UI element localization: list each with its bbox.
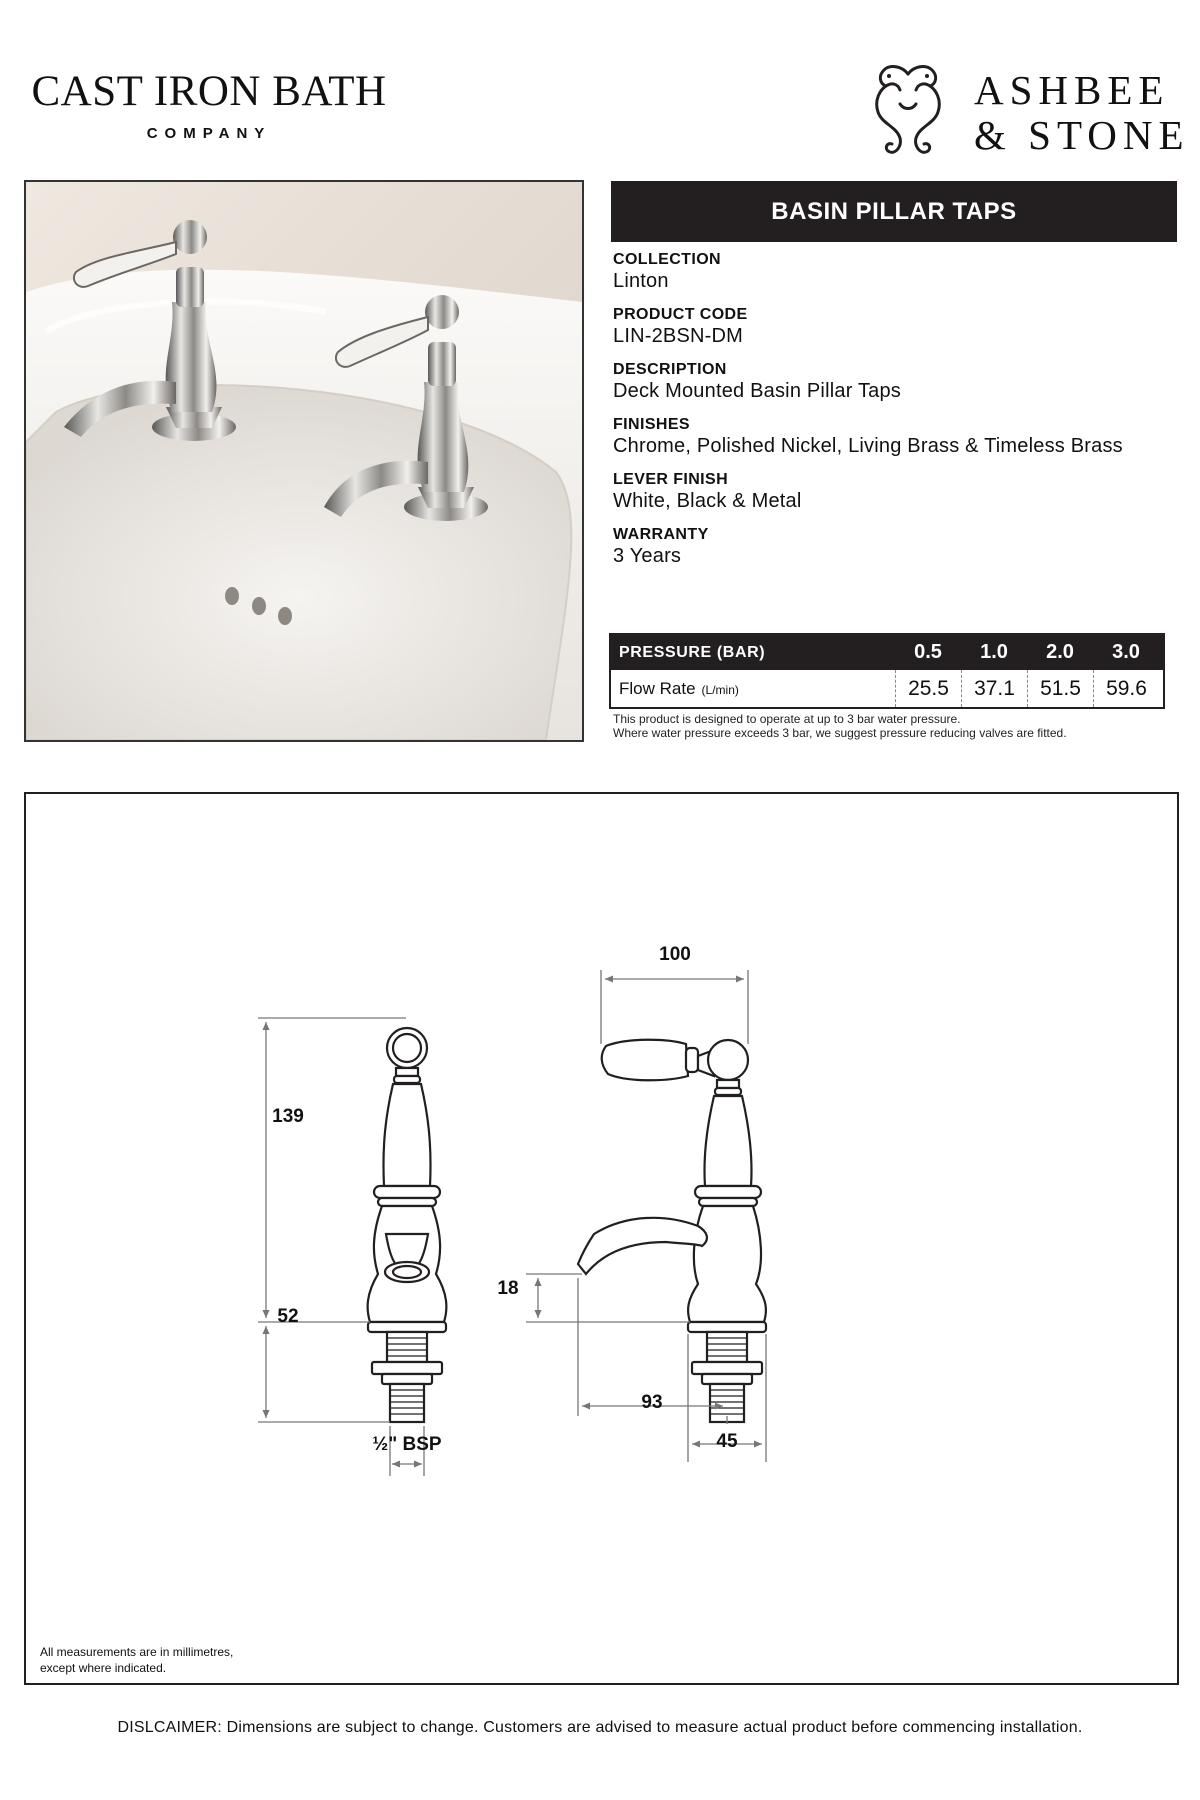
spec-value: Deck Mounted Basin Pillar Taps: [613, 380, 901, 402]
dimension-spout-height-label: 18: [497, 1278, 519, 1299]
product-photo: [24, 180, 584, 742]
brand-logo-cast-iron-bath: [24, 70, 394, 142]
table-header-label: PRESSURE (BAR): [619, 643, 766, 661]
spec-label: PRODUCT CODE: [613, 306, 748, 323]
row-unit: (L/min): [701, 682, 739, 697]
table-header-cell: 0.5: [914, 641, 942, 663]
pressure-note-line2: Where water pressure exceeds 3 bar, we suggest pressure reducing valves are fitted.: [613, 726, 1067, 740]
spec-value: Chrome, Polished Nickel, Living Brass & Timeless Brass: [613, 435, 1123, 457]
spec-value: LIN-2BSN-DM: [613, 325, 743, 347]
spec-label: FINISHES: [613, 416, 690, 433]
spec-label: COLLECTION: [613, 251, 721, 268]
spec-product-code: [613, 305, 1179, 348]
measurement-note-line2: except where indicated.: [40, 1661, 167, 1675]
table-header-row: [611, 635, 1163, 670]
spec-value: White, Black & Metal: [613, 490, 802, 512]
front-view-tap: [368, 1028, 447, 1422]
technical-drawing: [26, 794, 1177, 1683]
brand-name: CAST IRON BATH: [31, 68, 387, 115]
spec-finishes: [613, 415, 1179, 458]
technical-drawing-panel: [24, 792, 1179, 1685]
pressure-note-line1: This product is designed to operate at up to 3 bar water pressure.: [613, 712, 961, 726]
spec-collection: [613, 250, 1179, 293]
table-row: [611, 670, 1163, 707]
table-header-cell: 1.0: [980, 641, 1008, 663]
brand-name-line1: ASHBEE: [974, 67, 1170, 113]
spec-label: WARRANTY: [613, 526, 709, 543]
measurement-note: [40, 1644, 300, 1676]
dimension-reach-label: 93: [641, 1392, 663, 1413]
spec-value: Linton: [613, 270, 669, 292]
flow-rate-label: [611, 679, 895, 699]
dimension-height-label: 139: [272, 1106, 304, 1127]
spec-warranty: [613, 525, 1179, 568]
product-photo-illustration: [26, 182, 582, 740]
disclaimer-text: DISLCAIMER: Dimensions are subject to change. Customers are advised to measure actual product before commencing installation.: [117, 1719, 1083, 1736]
pressure-note: [613, 712, 1067, 740]
table-cell: 25.5: [895, 670, 961, 707]
brand-name-ashbee-stone: [974, 68, 1190, 158]
brand-logo-ashbee-stone: [862, 60, 1190, 160]
spec-description: [613, 360, 1179, 403]
spec-lever-finish: [613, 470, 1179, 513]
dimension-shank-label: 52: [277, 1306, 299, 1327]
spec-label: DESCRIPTION: [613, 361, 727, 378]
seahorse-emblem-icon: [862, 60, 954, 160]
dimension-width-label: 100: [659, 944, 691, 965]
row-label: Flow Rate: [619, 678, 696, 698]
dimension-base-label: 45: [716, 1431, 738, 1452]
spec-value: 3 Years: [613, 545, 682, 567]
spec-list: [613, 250, 1179, 580]
measurement-note-line1: All measurements are in millimetres,: [40, 1645, 234, 1659]
side-view-tap: [578, 1040, 766, 1422]
spec-label: LEVER FINISH: [613, 471, 729, 488]
table-cell: 59.6: [1093, 670, 1159, 707]
table-header-cell: 2.0: [1046, 641, 1074, 663]
table-header-cell: 3.0: [1112, 641, 1140, 663]
brand-subtitle: COMPANY: [146, 125, 272, 142]
pressure-flow-table: [609, 633, 1165, 709]
product-title: BASIN PILLAR TAPS: [611, 181, 1177, 242]
dimension-thread-label: ½" BSP: [372, 1434, 442, 1455]
brand-name-line2: & STONE: [974, 112, 1190, 158]
table-cell: 51.5: [1027, 670, 1093, 707]
table-cell: 37.1: [961, 670, 1027, 707]
